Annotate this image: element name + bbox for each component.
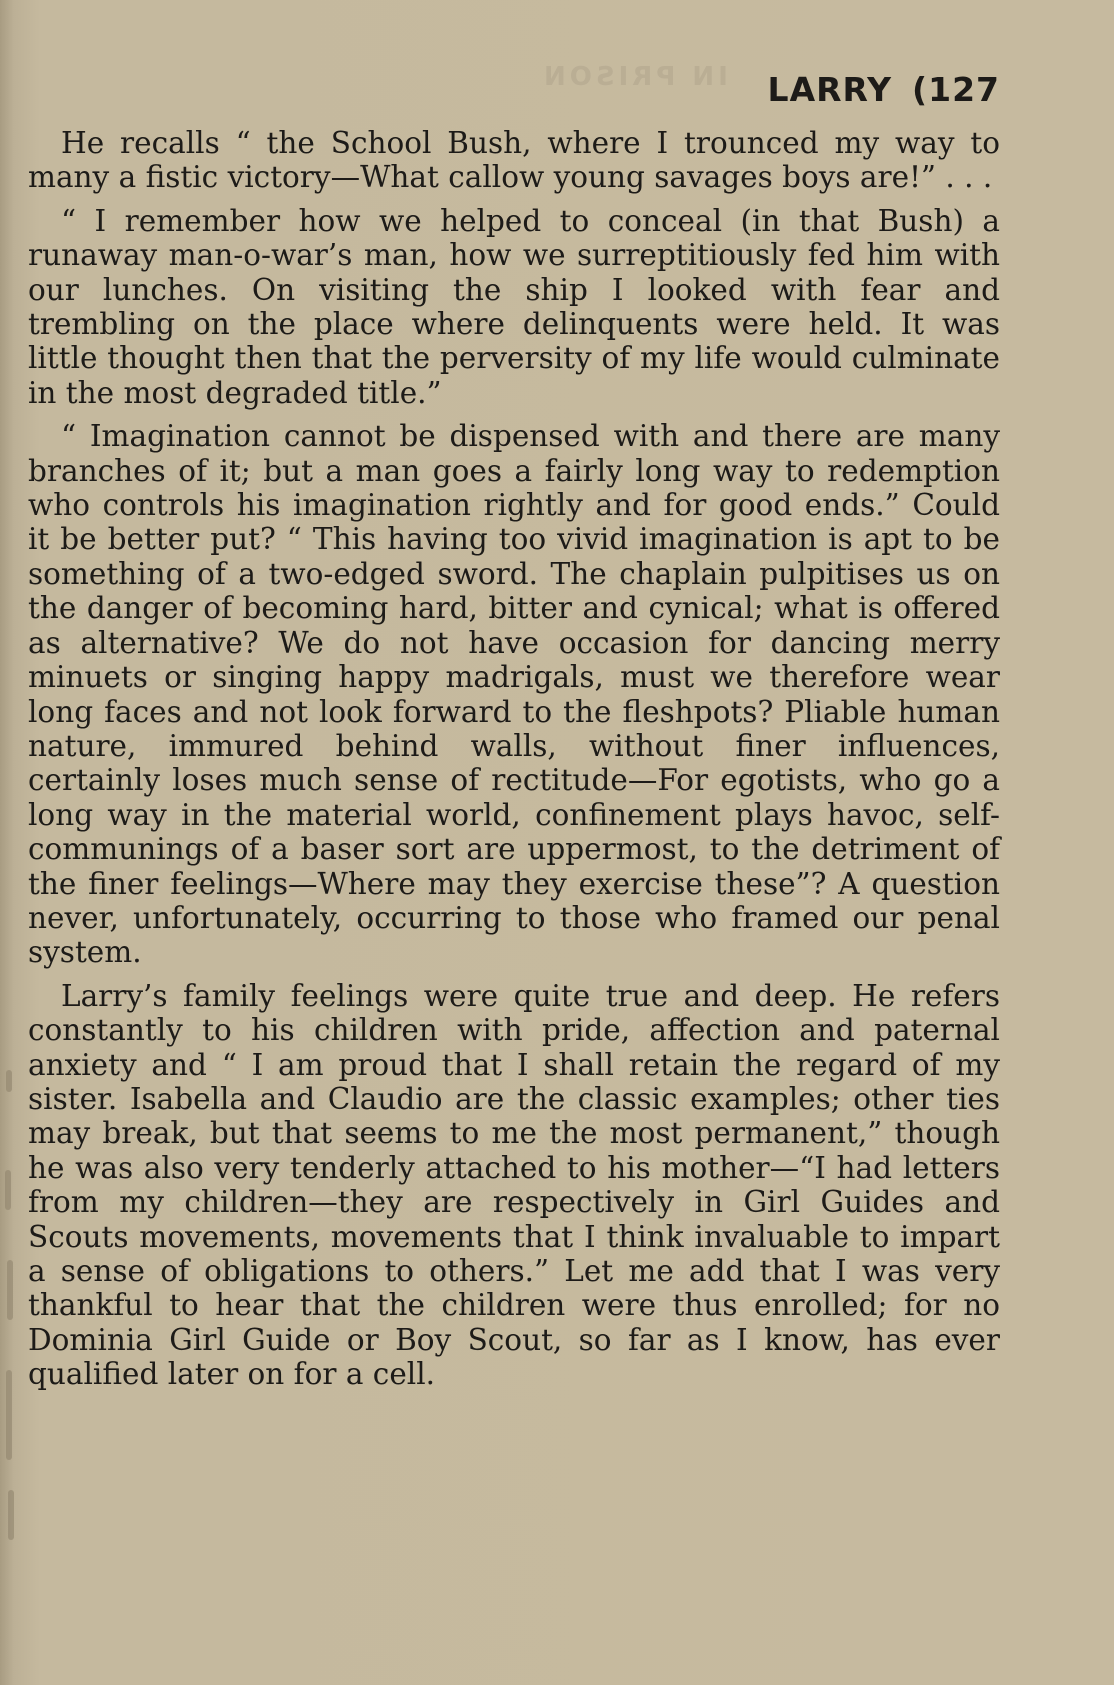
paragraph-imagination: “ Imagination cannot be dispensed with and there are many branches of it; but a man goes a fairly long way to redemption who controls his imagination rightly and for good ends.” Could it be better put? “ This having too vivid imagination is apt to be something of a two-edged sword. The chaplain pulpitises us on the danger of becoming hard, bitter and cynical; what is offered as alternative? We do not have occasion for dancing merry minuets or singing happy madrigals, must we therefore wear long faces and not look forward to the fleshpots? Pliable human nature, immured behind walls, without finer influences, certainly loses much sense of rectitude—For egotists, who go a long way in the material world, confinement plays havoc, self-communings of a baser sort are uppermost, to the detriment of the finer feelings—Where may they exercise these”? A question never, unfortunately, occurring to those who framed our penal system. [28,419,1000,970]
pencil-mark [5,1170,11,1210]
pencil-mark [7,1260,13,1320]
pencil-mark [6,1070,12,1092]
bleed-through-text: IN PRISON [540,62,728,92]
pencil-mark [8,1490,14,1540]
page-number: (127 [912,70,1000,109]
running-header [768,70,1000,109]
body-text [28,126,1000,1401]
pencil-mark [6,1370,12,1460]
paragraph-runaway-sailor: “ I remember how we helped to conceal (in that Bush) a runaway man-o-war’s man, how we surreptitiously fed him with our lunches. On visiting the ship I looked with fear and trembling on the place where delinquents were held. It was little thought then that the perversity of my life would culminate in the most degraded title.” [28,203,1000,410]
paragraph-school-bush: He recalls “ the School Bush, where I trounced my way to many a fistic victory—What callow young savages boys are!” . . . [28,126,1000,195]
running-title: LARRY [767,70,893,109]
paragraph-family-feelings: Larry’s family feelings were quite true and deep. He refers constantly to his children with pride, affection and paternal anxiety and “ I am proud that I shall retain the regard of my sister. Isabella and Claudio are the classic examples; other ties may break, but that seems to me the most permanent,” though he was also very tenderly attached to his mother—“I had letters from my children—they are respectively in Girl Guides and Scouts movements, movements that I think invaluable to impart a sense of obligations to others.” Let me add that I was very thankful to hear that the children were thus enrolled; for no Dominia Girl Guide or Boy Scout, so far as I know, has ever qualified later on for a cell. [28,978,1000,1392]
margin-pencil-marks [0,1070,20,1550]
